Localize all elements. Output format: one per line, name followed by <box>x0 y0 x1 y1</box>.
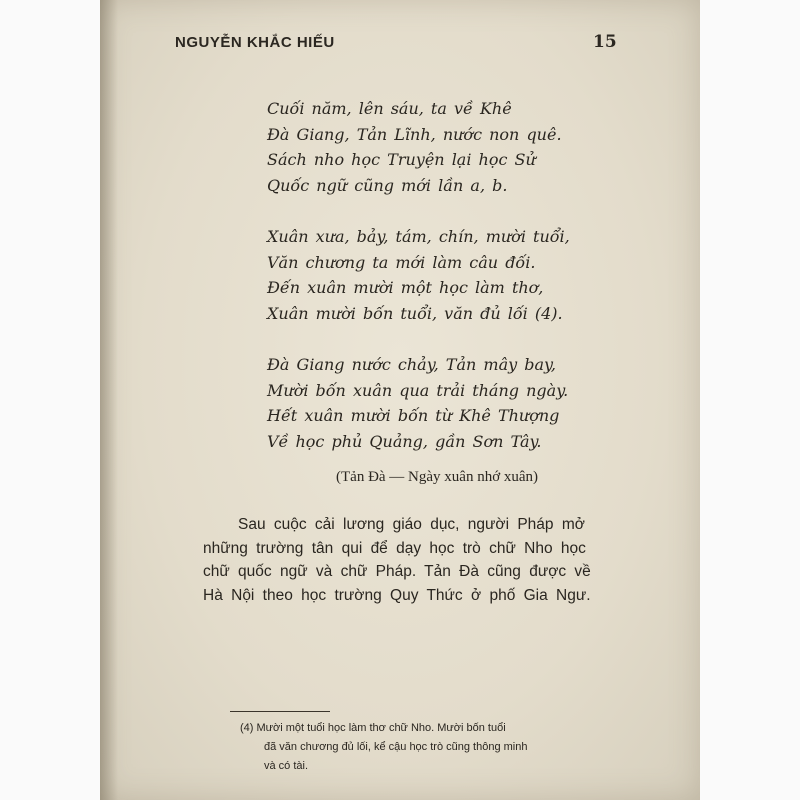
page-number: 15 <box>593 32 617 52</box>
running-head: NGUYỄN KHẮC HIẾU <box>175 34 335 51</box>
poem <box>267 96 570 480</box>
verse-line: Cuối năm, lên sáu, ta về Khê <box>267 99 512 118</box>
verse-line: Xuân xưa, bảy, tám, chín, mười tuổi, <box>267 227 570 246</box>
poem-stanza-3 <box>267 352 570 454</box>
prose-paragraph <box>203 513 723 607</box>
prose-line: chữ quốc ngữ và chữ Pháp. Tản Đà cũng được về <box>203 563 591 580</box>
verse-line: Sách nho học Truyện lại học Sử <box>267 150 536 169</box>
verse-line: Văn chương ta mới làm câu đối. <box>267 252 536 272</box>
page-gutter-shadow <box>100 0 118 800</box>
verse-line: Đà Giang, Tản Lĩnh, nước non quê. <box>267 124 562 144</box>
verse-line: Hết xuân mười bốn từ Khê Thượng <box>267 406 560 425</box>
verse-line: Đến xuân mười một học làm thơ, <box>267 278 544 297</box>
book-page <box>100 0 700 800</box>
footnote-line: và có tài. <box>264 760 309 772</box>
verse-line: Mười bốn xuân qua trải tháng ngày. <box>267 380 569 400</box>
footnote-line: (4) Mười một tuổi học làm thơ chữ Nho. Mười bốn tuổi <box>240 722 506 734</box>
poem-stanza-1 <box>267 96 570 198</box>
poem-stanza-2 <box>267 224 570 326</box>
verse-line: Về học phủ Quảng, gần Sơn Tây. <box>267 431 542 451</box>
prose-line: những trường tân qui để dạy học trò chữ Nho học <box>203 539 586 557</box>
footnote-line: đã văn chương đủ lối, kể cậu học trò cũng thông minh <box>264 741 528 753</box>
footnote <box>240 719 710 776</box>
footnote-divider <box>230 711 330 712</box>
verse-line: Quốc ngữ cũng mới lần a, b. <box>267 175 508 195</box>
verse-line: Xuân mười bốn tuổi, văn đủ lối (4). <box>267 303 563 323</box>
poem-attribution: (Tản Đà — Ngày xuân nhớ xuân) <box>336 469 539 485</box>
verse-line: Đà Giang nước chảy, Tản mây bay, <box>267 355 557 374</box>
prose-line: Hà Nội theo học trường Quy Thức ở phố Gia Ngư. <box>203 586 591 604</box>
prose-line: Sau cuộc cải lương giáo dục, người Pháp mở <box>238 516 585 533</box>
